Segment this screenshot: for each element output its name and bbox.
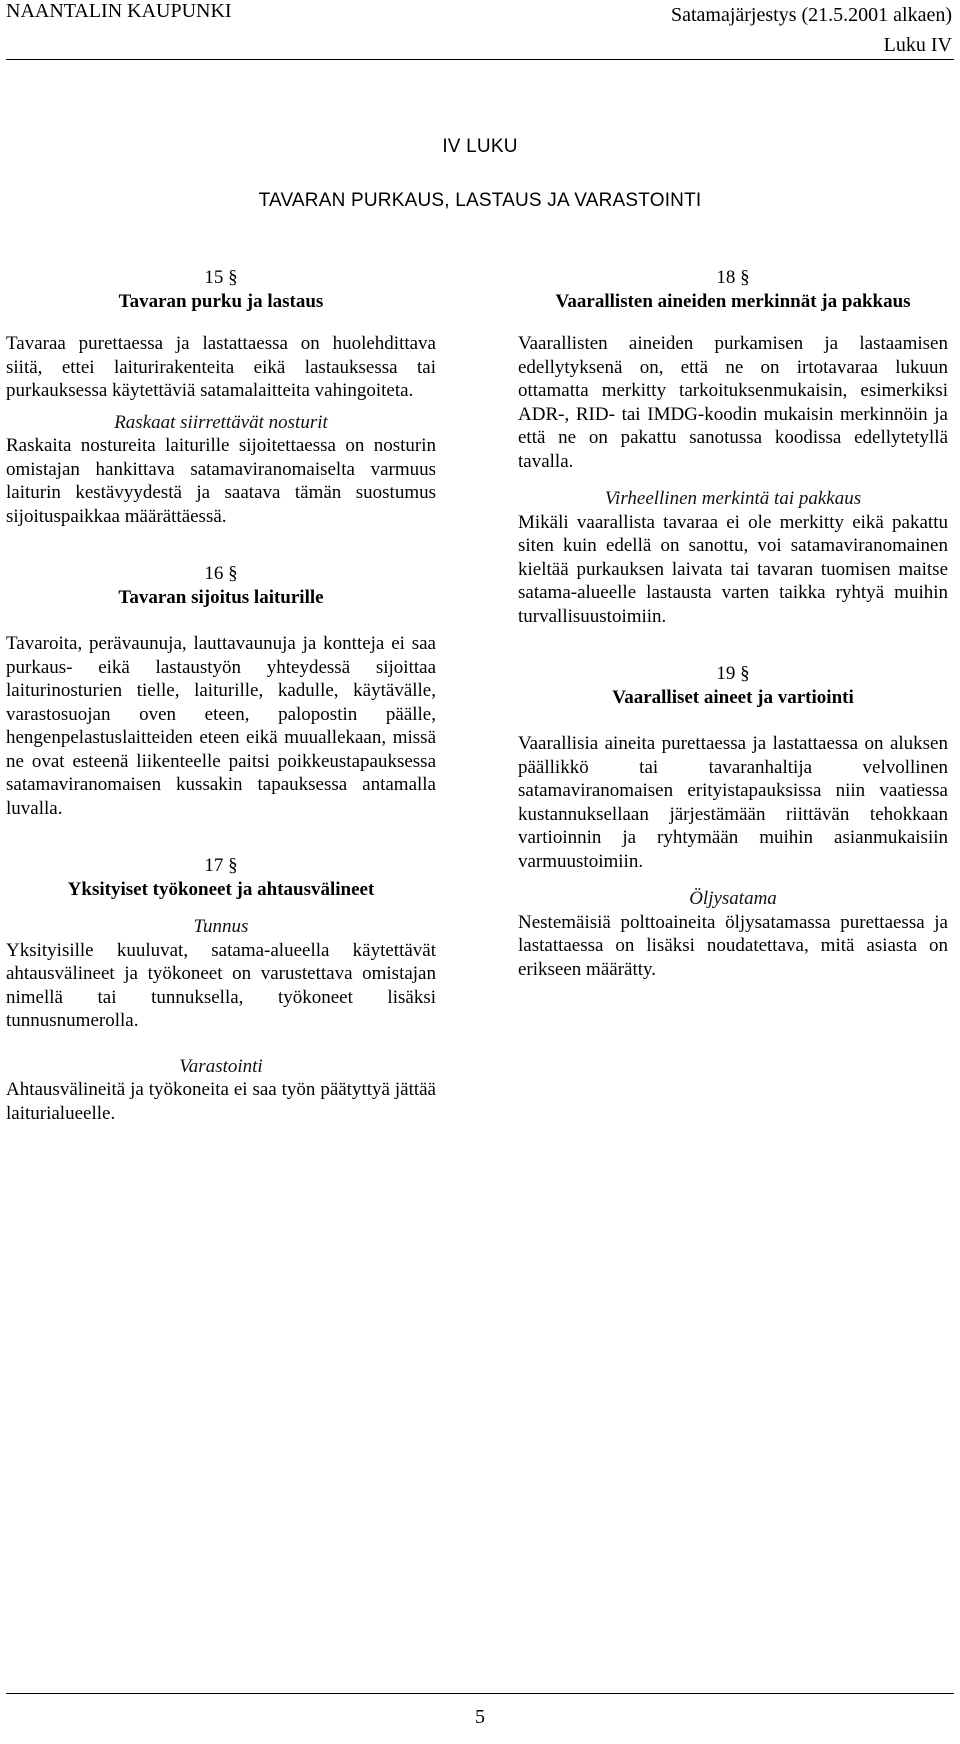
section-16-number: 16 § xyxy=(204,563,238,584)
section-17-paragraph-2: Ahtausvälineitä ja työkoneita ei saa työn päätyttyä jättää laiturialueelle. xyxy=(6,1079,436,1124)
section-18-number: 18 § xyxy=(716,267,750,288)
section-15-subheading: Raskaat siirrettävät nosturit xyxy=(114,411,328,433)
section-sign: § xyxy=(228,855,238,876)
section-18-subheading: Virheellinen merkintä tai pakkaus xyxy=(604,488,862,509)
chapter-title: TAVARAN PURKAUS, LASTAUS JA VARASTOINTI xyxy=(258,190,702,211)
left-column xyxy=(6,266,436,1125)
section-19-paragraph-2: Nestemäisiä polttoaineita öljysatamassa purettaessa ja lastattaessa on lisäksi noudatettava, mitä asiasta on erikseen määrätty. xyxy=(518,911,948,980)
section-15-paragraph-1: Tavaraa purettaessa ja lastattaessa on huolehdittava siitä, ettei laiturirakenteita eikä lastauksessa tai purkauksessa käytettäviä satamalaitteita vahingoiteta. xyxy=(6,333,436,401)
section-19-title: Vaaralliset aineet ja vartiointi xyxy=(612,686,854,708)
section-19-number: 19 § xyxy=(716,663,750,684)
section-sign: § xyxy=(228,563,238,584)
header-organization: NAANTALIN KAUPUNKI xyxy=(6,0,232,22)
section-15-number: 15 § xyxy=(204,267,238,288)
section-19-paragraph-1: Vaarallisia aineita purettaessa ja lastattaessa on aluksen päällikkö tai tavaranhaltija velvollinen satamaviranomaisen erityistapauksissa niin vaatiessa kustannuksellaan järjestämään riittävän tehokkaan vartioinnin ja ryhtymään muihin asianmukaisiin varmuustoimiin. xyxy=(518,733,948,872)
footer-divider xyxy=(6,1693,954,1694)
section-19-subheading: Öljysatama xyxy=(689,888,777,909)
section-17-number: 17 § xyxy=(204,855,238,876)
section-sign: § xyxy=(740,663,750,684)
section-18-paragraph-2: Mikäli vaarallista tavaraa ei ole merkitty eikä pakattu siten kuin edellä on sanottu, voi satamaviranomainen kieltää purkauksen laivata tai tavaran tuomisen maitse satama-alueelle lastausta varten taikka ryhtyä muihin turvallisuustoimiin. xyxy=(518,511,948,627)
section-sign: § xyxy=(228,267,238,288)
header-document-title: Satamajärjestys (21.5.2001 alkaen) xyxy=(670,4,952,26)
section-15-paragraph-2: Raskaita nostureita laiturille sijoitettaessa on nosturin omistajan hankittava satamaviranomaiselta varmuus laiturin kestävyydestä ja saatava tämän suostumus sijoituspaikkaa määrättäessä. xyxy=(6,435,436,527)
section-16-paragraph: Tavaroita, perävaunuja, lauttavaunuja ja kontteja ei saa purkaus- eikä lastaustyön yhteydessä sijoittaa laiturinosturien tielle, laiturille, kadulle, käytävälle, varastosuojan oven eteen, palopostin päälle, hengenpelastuslaitteiden eteen eikä muuallekaan, missä ne ovat esteenä liikenteelle paitsi poikkeustapauksessa satamaviranomaisen kussakin tapauksessa antamalla luvalla. xyxy=(6,633,436,819)
section-17-paragraph-1: Yksityisille kuuluvat, satama-alueella käytettävät ahtausvälineet ja työkoneet on varustettava omistajan nimellä tai tunnuksella, työkoneet lisäksi tunnusnumerolla. xyxy=(6,939,436,1031)
section-16-title: Tavaran sijoitus laiturille xyxy=(118,586,324,608)
header-divider xyxy=(6,59,954,60)
section-17-title: Yksityiset työkoneet ja ahtausvälineet xyxy=(67,878,375,900)
right-column xyxy=(518,266,948,981)
chapter-number: IV LUKU xyxy=(442,136,518,157)
section-17-subheading-1: Tunnus xyxy=(193,916,249,937)
page-number: 5 xyxy=(475,1706,485,1728)
header-chapter: Luku IV xyxy=(883,34,952,56)
header-document-info xyxy=(671,0,952,60)
section-18-title: Vaarallisten aineiden merkinnät ja pakkaus xyxy=(555,290,911,312)
section-18-paragraph-1: Vaarallisten aineiden purkamisen ja lastaamisen edellytyksenä on, että ne on irtotavaraa lukuun ottamatta merkitty tarkoituksenmukaisin, esimerkiksi ADR-, RID- tai IMDG-koodin mukaisin merkinnöin ja että ne on pakattu sanotussa koodissa edellytetyllä tavalla. xyxy=(518,333,948,472)
section-15-title: Tavaran purku ja lastaus xyxy=(118,290,324,312)
section-17-subheading-2: Varastointi xyxy=(179,1055,263,1077)
section-sign: § xyxy=(740,267,750,288)
